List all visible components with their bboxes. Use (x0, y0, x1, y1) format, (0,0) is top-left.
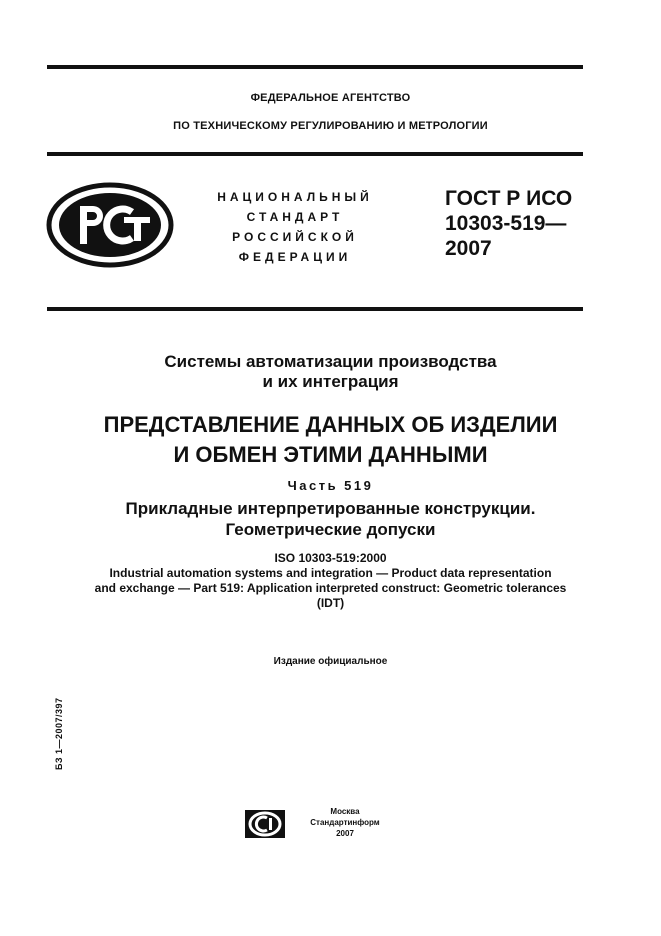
publisher-year: 2007 (336, 829, 354, 838)
lower-rule (47, 307, 583, 311)
gost-line-1: ГОСТ Р ИСО (445, 187, 573, 210)
agency-line-2: ПО ТЕХНИЧЕСКОМУ РЕГУЛИРОВАНИЮ И МЕТРОЛОГИИ (173, 120, 488, 132)
iso-line-4: (IDT) (316, 596, 345, 610)
main-title-line-2: И ОБМЕН ЭТИМИ ДАННЫМИ (173, 442, 488, 467)
subtitle-line-1: Прикладные интерпретированные конструкции. (125, 499, 536, 518)
rst-logo (46, 182, 174, 273)
publisher-info (300, 806, 390, 839)
part-number: Часть 519 (287, 478, 374, 493)
publisher-name: Стандартинформ (310, 818, 380, 827)
system-title-line-1: Системы автоматизации производства (164, 352, 497, 371)
subtitle-line-2: Геометрические допуски (225, 520, 436, 539)
national-standard-label (200, 187, 390, 267)
gost-line-2: 10303-519— (445, 212, 567, 235)
subtitle (0, 498, 661, 540)
iso-line-3: and exchange — Part 519: Application interpreted construct: Geometric tolerances (94, 581, 567, 595)
iso-reference (0, 551, 661, 611)
natstd-line-1: НАЦИОНАЛЬНЫЙ (217, 190, 373, 204)
natstd-line-2: СТАНДАРТ (246, 210, 344, 224)
middle-rule (47, 152, 583, 156)
edition-label: Издание официальное (273, 656, 388, 667)
system-title (0, 352, 661, 392)
natstd-line-4: ФЕДЕРАЦИИ (238, 250, 352, 264)
iso-line-2: Industrial automation systems and integration — Product data representation (109, 566, 552, 580)
publisher-city: Москва (330, 807, 360, 816)
iso-line-1: ISO 10303-519:2000 (274, 551, 387, 565)
standartinform-logo (245, 808, 285, 845)
natstd-line-3: РОССИЙСКОЙ (232, 230, 358, 244)
gost-line-3: 2007 (445, 237, 492, 260)
main-title (0, 410, 661, 470)
top-rule (47, 65, 583, 69)
gost-designation (445, 186, 572, 261)
main-title-line-1: ПРЕДСТАВЛЕНИЕ ДАННЫХ ОБ ИЗДЕЛИИ (103, 412, 558, 437)
side-code: БЗ 1—2007/397 (54, 697, 64, 770)
agency-line-1: ФЕДЕРАЛЬНОЕ АГЕНТСТВО (250, 92, 411, 104)
system-title-line-2: и их интеграция (262, 372, 399, 391)
